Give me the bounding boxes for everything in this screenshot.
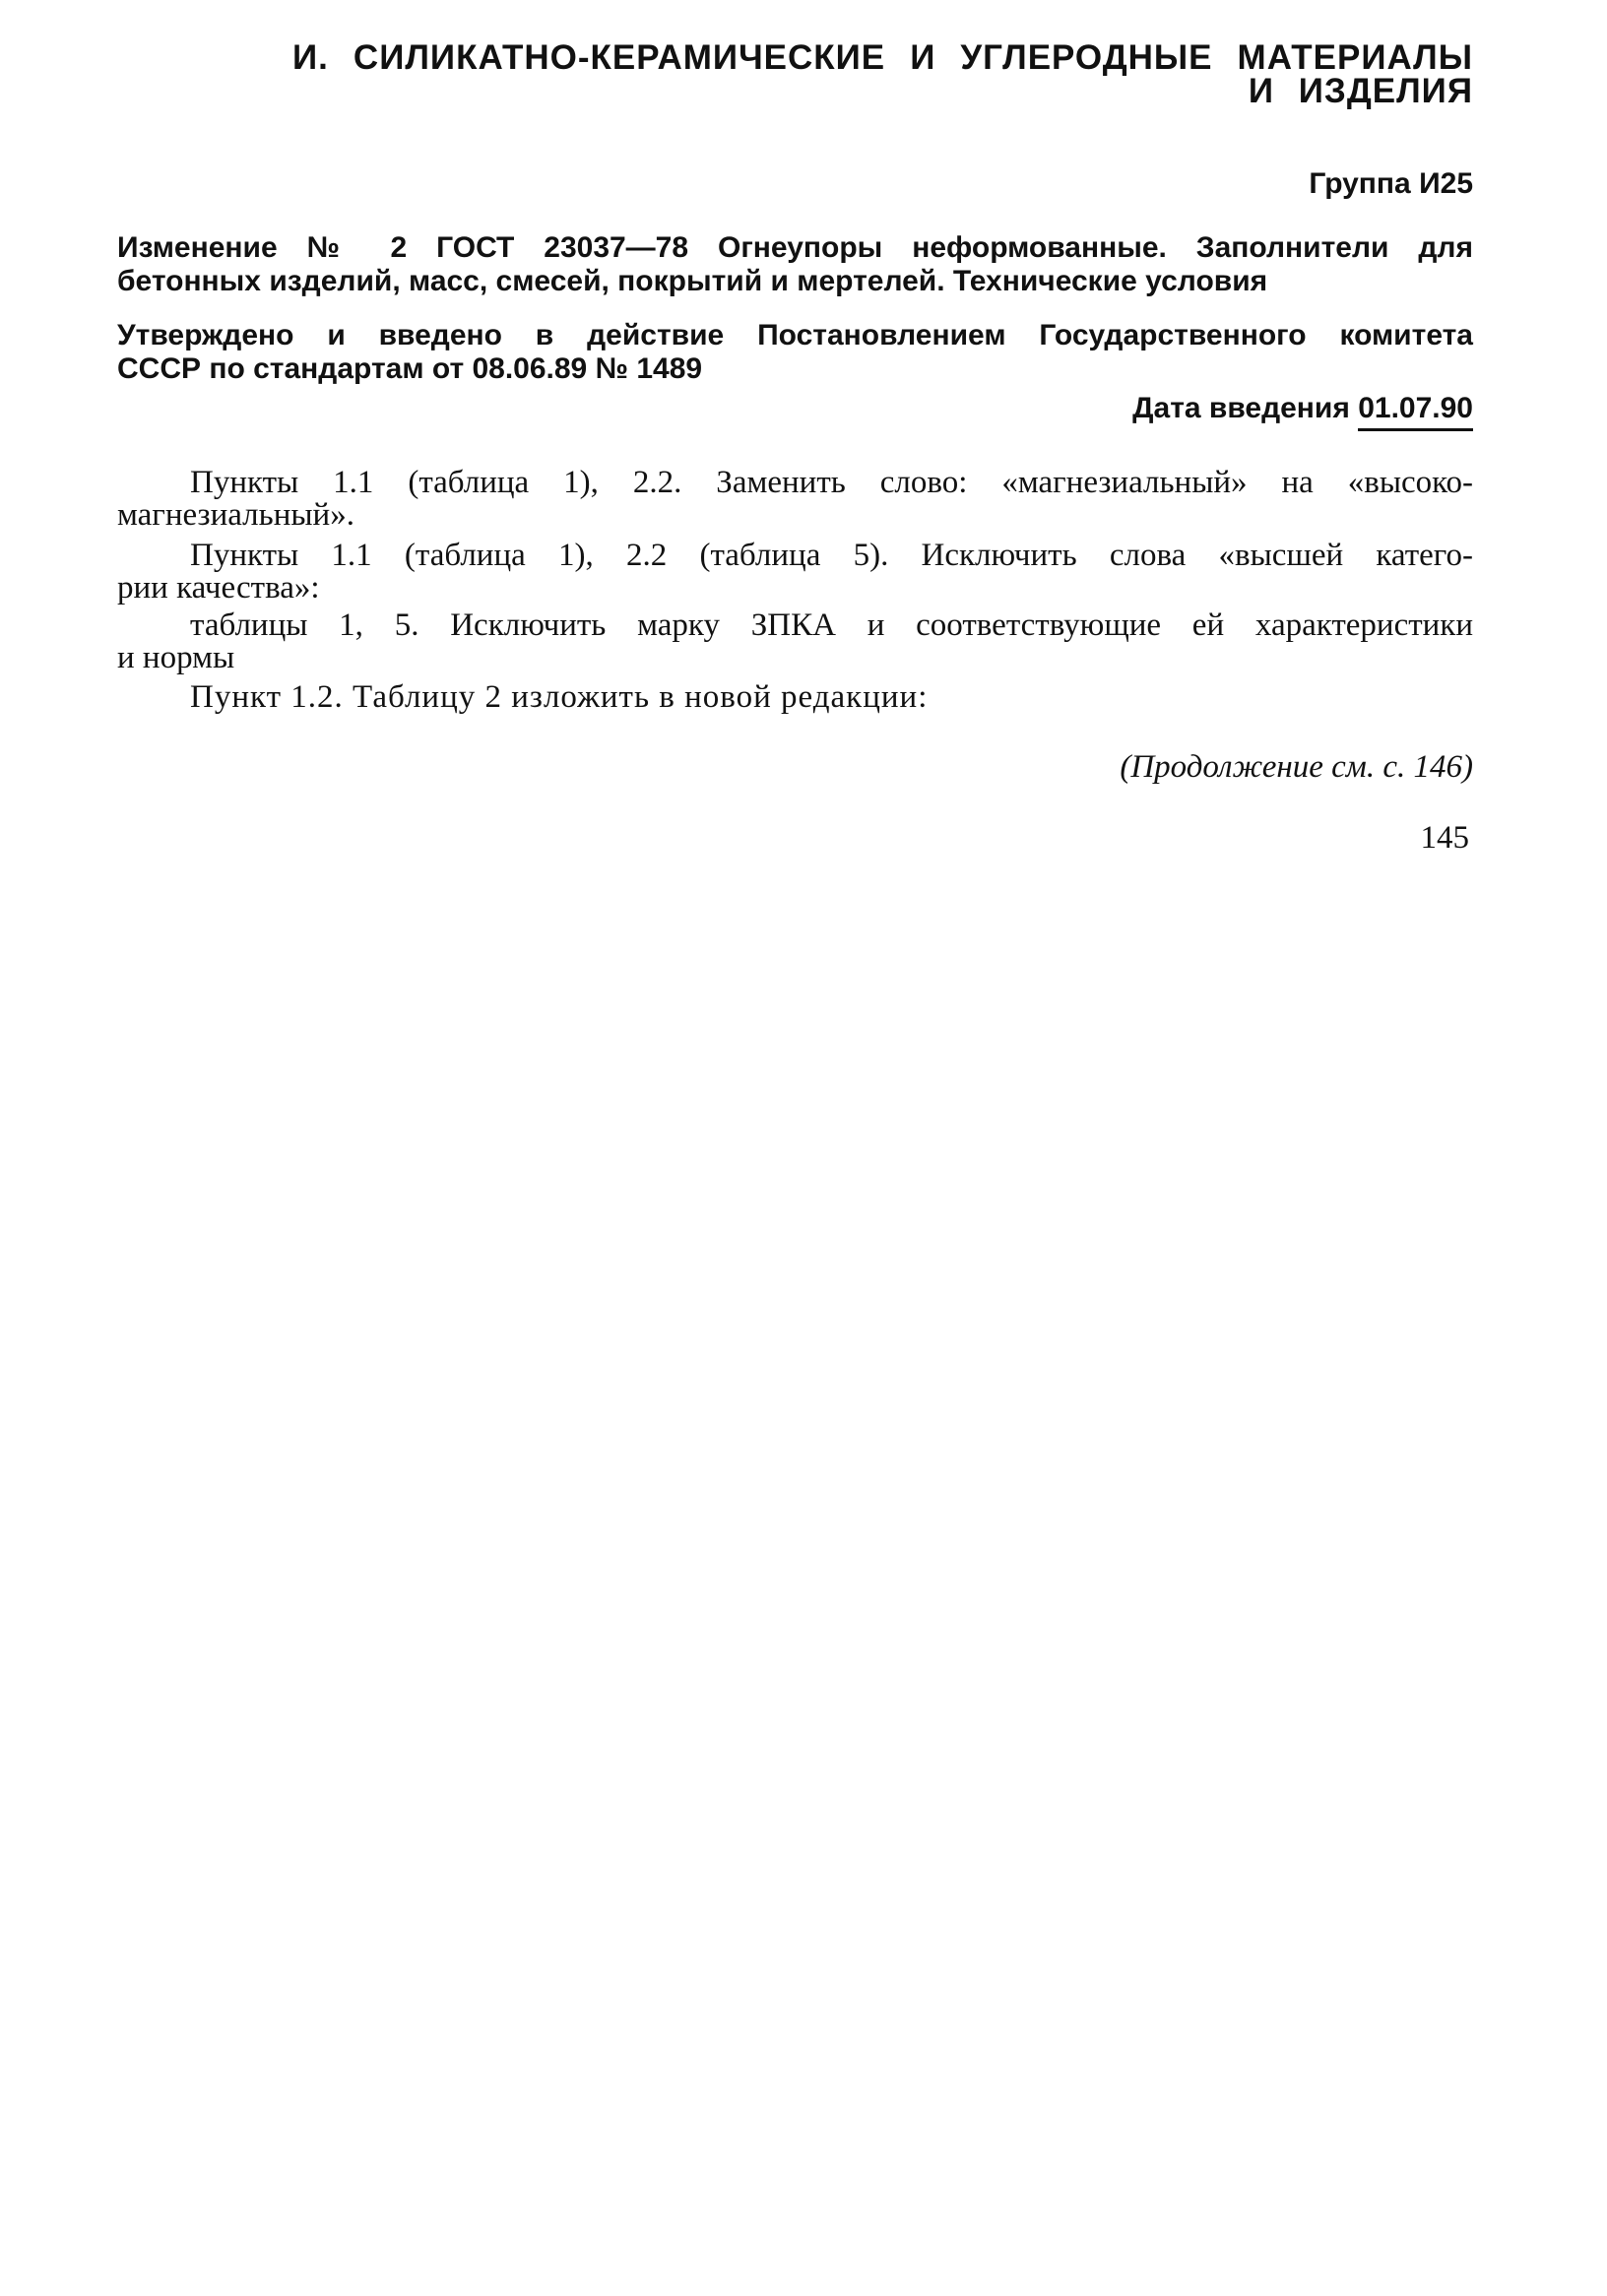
change-heading-line-1: Изменение № 2 ГОСТ 23037—78 Огнеупоры неформованные. Заполнители для [117,231,1473,264]
paragraph-1-line-2: магнезиальный». [117,497,354,533]
group-code: Группа И25 [1309,167,1473,200]
paragraph-2-line-2: рии качества»: [117,570,320,606]
effective-date-label: Дата введения [1132,392,1359,424]
approval-line-2: СССР по стандартам от 08.06.89 № 1489 [117,352,703,385]
effective-date [985,394,1473,423]
page-number: 145 [1420,820,1469,856]
effective-date-value: 01.07.90 [1358,392,1473,431]
paragraph-1-line-1: Пункты 1.1 (таблица 1), 2.2. Заменить слово: «магнезиальный» на «высоко- [190,465,1473,500]
approval-line-1: Утверждено и введено в действие Постановлением Государственного комитета [117,319,1473,351]
change-heading-line-2: бетонных изделий, масс, смесей, покрытий и мертелей. Технические условия [117,265,1268,297]
paragraph-2-line-1: Пункты 1.1 (таблица 1), 2.2 (таблица 5). Исключить слова «высшей катего- [190,538,1473,573]
paragraph-4-line-1: Пункт 1.2. Таблицу 2 изложить в новой редакции: [190,679,929,715]
paragraph-3-line-1: таблицы 1, 5. Исключить марку ЗПКА и соответствующие ей характеристики [190,607,1473,643]
paragraph-3-line-2: и нормы [117,640,235,675]
continuation-note: (Продолжение см. с. 146) [1120,749,1473,785]
section-title-line-1: И. СИЛИКАТНО-КЕРАМИЧЕСКИЕ И УГЛЕРОДНЫЕ МАТЕРИАЛЫ [292,38,1473,77]
section-title-line-2: И ИЗДЕЛИЯ [1248,72,1473,110]
